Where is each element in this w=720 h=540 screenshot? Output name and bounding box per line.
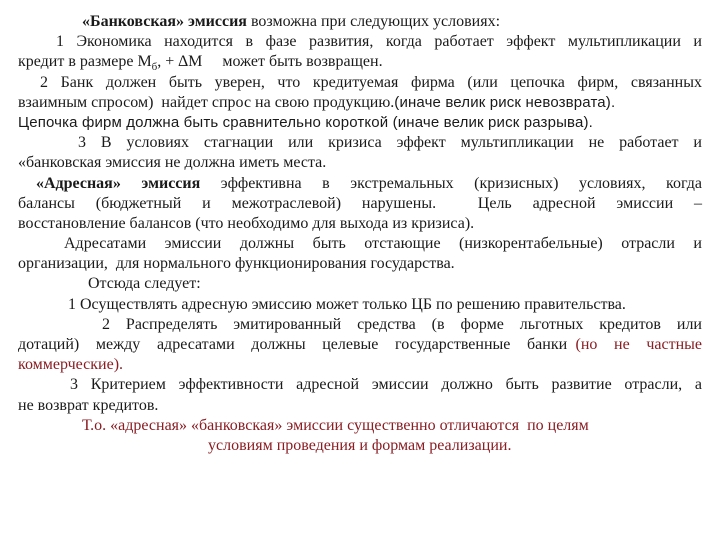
rule-3-line-1: 3 Критерием эффективности адресной эмиссии должно быть развитие отрасли, а — [70, 376, 702, 394]
targeted-emission-intro: эффективна в экстремальных (кризисных) условиях, когда — [200, 174, 702, 192]
addressees-line-1: Адресатами эмиссии должны быть отстающие (низкорентабельные) отрасли и — [64, 235, 702, 253]
condition-1-credit-text: кредит в размере М — [18, 53, 152, 71]
targeted-emission-line-3: восстановление балансов (что необходимо для выхода из кризиса). — [18, 214, 475, 232]
rule-1-line: 1 Осуществлять адресную эмиссию может только ЦБ по решению правительства. — [68, 295, 626, 313]
conclusion-line-2: условиям проведения и формам реализации. — [208, 436, 512, 454]
bank-emission-intro: возможна при следующих условиях: — [246, 13, 501, 30]
condition-1-subscript: б — [151, 61, 158, 74]
targeted-emission-line-1 — [18, 174, 702, 194]
conclusion-line-1: Т.о. «адресная» «банковская» эмиссии существенно отличаются по целям — [82, 416, 589, 434]
rule-2-banks-text: дотаций) между адресатами должны целевые государственные банки — [18, 336, 576, 353]
condition-3-line-2: «банковская эмиссия не должна иметь места. — [18, 154, 327, 172]
rule-2-line-2 — [18, 335, 702, 355]
condition-2-line-2 — [18, 93, 702, 113]
rule-2-not-private-note: (но не частные — [575, 336, 702, 353]
condition-2-chain-note: Цепочка фирм должна быть сравнительно короткой (иначе велик риск разрыва). — [18, 113, 593, 131]
bank-emission-heading-line — [18, 12, 702, 32]
rule-3-line-2: не возврат кредитов. — [18, 396, 159, 414]
condition-1-line-1: 1 Экономика находится в фазе развития, когда работает эффект мультипликации и — [56, 33, 702, 51]
condition-3-line-1: 3 В условиях стагнации или кризиса эффект мультипликации не работает и — [78, 134, 702, 152]
targeted-emission-line-2: балансы (бюджетный и межотраслевой) нарушены. Цель адресной эмиссии – — [18, 194, 702, 212]
addressees-line-2: организации, для нормального функционирования государства. — [18, 255, 455, 273]
rule-2-commercial-note: коммерческие). — [18, 356, 124, 374]
consequence-heading: Отсюда следует: — [88, 275, 201, 293]
rule-2-line-1: 2 Распределять эмитированный средства (в форме льготных кредитов или — [102, 315, 702, 333]
condition-2-line-1: 2 Банк должен быть уверен, что кредитуемая фирма (или цепочка фирм, связанных — [40, 73, 702, 91]
condition-2-demand-text: взаимным спросом) найдет спрос на свою продукцию. — [18, 93, 395, 111]
condition-1-credit-rest: , + ∆М может быть возвращен. — [157, 53, 383, 71]
condition-1-line-2 — [18, 52, 702, 72]
condition-2-default-risk: (иначе велик риск невозврата). — [394, 93, 616, 111]
targeted-emission-term: «Адресная» эмиссия — [36, 174, 201, 192]
document-body — [18, 12, 702, 456]
bank-emission-term: «Банковская» эмиссия — [82, 13, 247, 30]
